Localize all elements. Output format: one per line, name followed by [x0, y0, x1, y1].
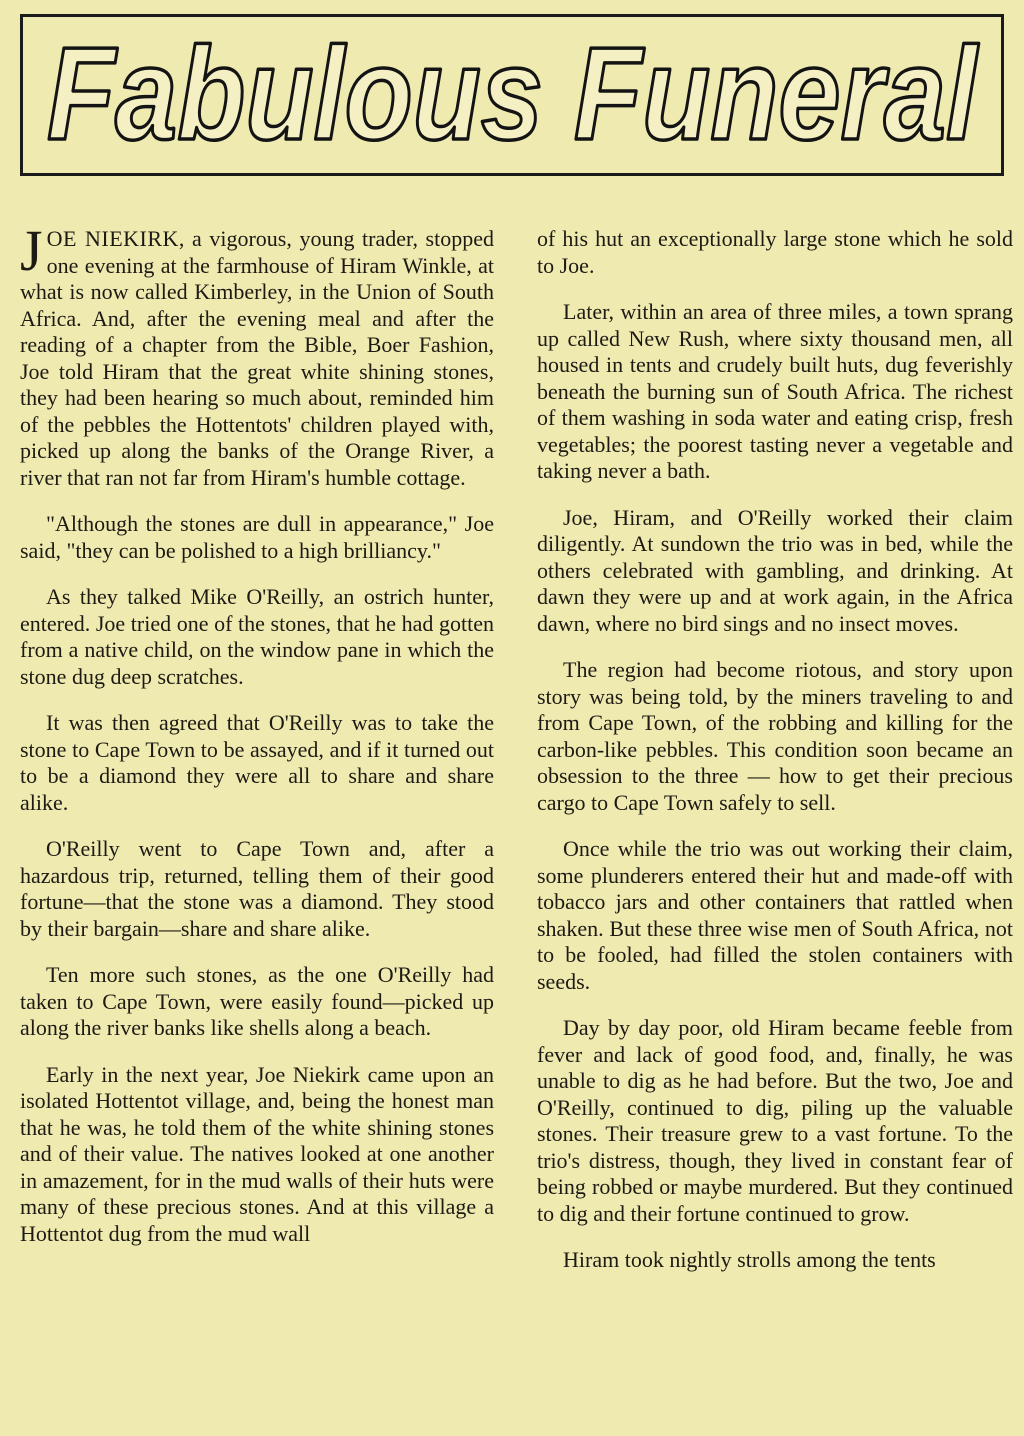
article-paragraph [20, 836, 494, 942]
paragraph-text: Day by day poor, old Hiram became feeble from fever and lack of good food, and, finally, he was unable to dig as he had before. But the two, Joe and O'Reilly, continued to dig, piling up the valuable stones. Their treasure grew to a vast fortune. To the trio's distress, though, they lived in constant fear of being robbed or maybe murdered. But they continued to dig and their fortune continued to grow. [537, 1015, 1013, 1226]
article-paragraph [20, 218, 494, 491]
paragraph-text: Hiram took nightly strolls among the tents [563, 1247, 936, 1272]
article-paragraph [20, 710, 494, 816]
paragraph-text: O'Reilly went to Cape Town and, after a hazardous trip, returned, telling them of their good fortune—that the stone was a diamond. They stood by their bargain—share and share alike. [20, 836, 494, 941]
article-paragraph [537, 299, 1013, 485]
article-paragraph [537, 1015, 1013, 1227]
article-paragraph [20, 584, 494, 690]
paragraph-text: of his hut an exceptionally large stone which he sold to Joe. [537, 226, 1013, 278]
paragraph-text: As they talked Mike O'Reilly, an ostrich hunter, entered. Joe tried one of the stones, that he had gotten from a native child, on the window pane in which the stone dug deep scratches. [20, 584, 494, 689]
paragraph-text: Joe, Hiram, and O'Reilly worked their claim diligently. At sundown the trio was in bed, while the others celebrated with gambling, and drinking. At dawn they were up and at work again, in the Africa dawn, where no bird sings and no insect moves. [537, 504, 1013, 636]
article-paragraph [20, 1062, 494, 1248]
paragraph-text: , a vigorous, young trader, stopped one evening at the farmhouse of Hiram Winkle, at what is now called Kimberley, in the Union of South Africa. And, after the evening meal and after the reading of a chapter from the Bible, Boer Fashion, Joe told Hiram that the great white shining stones, they had been hearing so much about, reminded him of the pebbles the Hottentots' children played with, picked up along the banks of the Orange River, a river that ran not far from Hiram's humble cottage. [20, 226, 494, 490]
paragraph-text: It was then agreed that O'Reilly was to take the stone to Cape Town to be assayed, and if it turned out to be a diamond they were all to share and share alike. [20, 710, 494, 815]
article-paragraph [537, 505, 1013, 638]
article-column-right [537, 226, 1013, 1294]
paragraph-text: Later, within an area of three miles, a town sprang up called New Rush, where sixty thousand men, all housed in tents and crudely built huts, dug feverishly beneath the burning sun of South Africa. The richest of them washing in soda water and eating crisp, fresh vegetables; the poorest tasting never a vegetable and taking never a bath. [537, 299, 1013, 483]
drop-cap: J [20, 218, 43, 283]
article-paragraph [537, 836, 1013, 995]
article-paragraph [20, 962, 494, 1042]
paragraph-text: Ten more such stones, as the one O'Reilly had taken to Cape Town, were easily found—picked up along the river banks like shells along a beach. [20, 962, 494, 1040]
paragraph-text: Early in the next year, Joe Niekirk came upon an isolated Hottentot village, and, being the honest man that he was, he told them of the white shining stones and of their value. The natives looked at one another in amazement, for in the mud walls of their huts were many of these precious stones. And at this village a Hottentot dug from the mud wall [20, 1061, 494, 1246]
article-paragraph [537, 1247, 1013, 1274]
article-paragraph [20, 511, 494, 564]
article-column-left [20, 218, 494, 1267]
lead-in-text: OE NIEKIRK [46, 226, 179, 251]
article-paragraph [537, 226, 1013, 279]
title-lettering [23, 17, 1001, 173]
paragraph-text: The region had become riotous, and story upon story was being told, by the miners traveling to and from Cape Town, of the robbing and killing for the carbon-like pebbles. This condition soon became an obsession to the three — how to get their precious cargo to Cape Town safely to sell. [537, 657, 1013, 815]
paragraph-text: "Although the stones are dull in appearance," Joe said, "they can be polished to a high brilliancy." [20, 511, 494, 563]
paragraph-text: Once while the trio was out working their claim, some plunderers entered their hut and made-off with tobacco jars and other containers that rattled when shaken. But these three wise men of South Africa, not to be fooled, had filled the stolen containers with seeds. [537, 836, 1013, 994]
page-title: Fabulous Funeral [47, 20, 979, 167]
title-banner [20, 14, 1004, 176]
article-paragraph [537, 657, 1013, 816]
